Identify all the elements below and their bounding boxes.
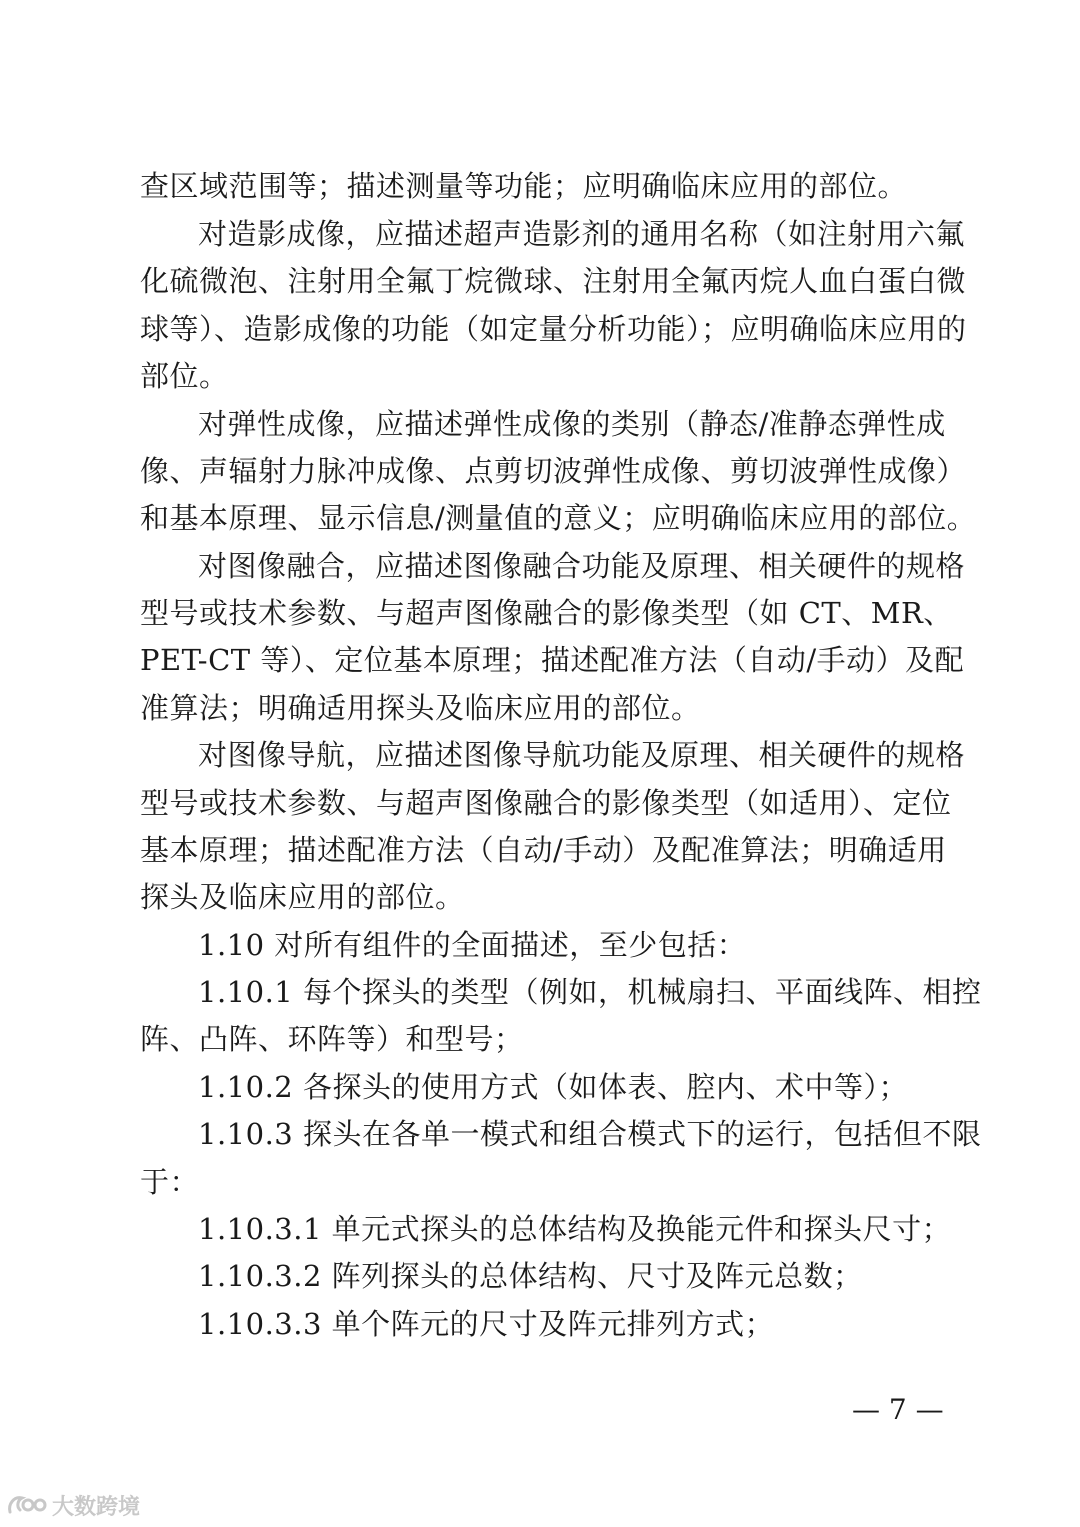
text-line: PET-CT 等）、定位基本原理；描述配准方法（自动/手动）及配 <box>140 643 965 677</box>
text-line: 对弹性成像，应描述弹性成像的类别（静态/准静态弹性成 <box>198 407 946 441</box>
text-line: 1.10.3.2 阵列探头的总体结构、尺寸及阵元总数； <box>198 1259 863 1293</box>
text-line: 于： <box>140 1165 200 1199</box>
text-line: 1.10.3 探头在各单一模式和组合模式下的运行，包括但不限 <box>198 1117 982 1151</box>
page-number: — 7 — <box>852 1393 944 1426</box>
text-line: 阵、凸阵、环阵等）和型号； <box>140 1022 524 1056</box>
text-line: 像、声辐射力脉冲成像、点剪切波弹性成像、剪切波弹性成像） <box>140 454 967 488</box>
text-line: 球等）、造影成像的功能（如定量分析功能）；应明确临床应用的 <box>140 312 967 346</box>
text-line: 准算法；明确适用探头及临床应用的部位。 <box>140 691 701 725</box>
text-line: 探头及临床应用的部位。 <box>140 880 465 914</box>
text-line: 对图像融合，应描述图像融合功能及原理、相关硬件的规格 <box>198 549 966 583</box>
text-line: 和基本原理、显示信息/测量值的意义；应明确临床应用的部位。 <box>140 501 977 535</box>
text-line: 部位。 <box>140 359 229 393</box>
text-line: 型号或技术参数、与超声图像融合的影像类型（如 CT、MR、 <box>140 596 953 630</box>
text-line: 1.10.1 每个探头的类型（例如，机械扇扫、平面线阵、相控 <box>198 975 982 1009</box>
watermark-text: 大数跨境 <box>52 1494 141 1520</box>
watermark <box>6 1490 140 1520</box>
text-line: 1.10.3.3 单个阵元的尺寸及阵元排列方式； <box>198 1307 775 1341</box>
text-line: 1.10 对所有组件的全面描述，至少包括： <box>198 928 747 962</box>
text-line: 查区域范围等；描述测量等功能；应明确临床应用的部位。 <box>140 169 908 203</box>
watermark-logo-icon <box>6 1492 48 1518</box>
text-line: 型号或技术参数、与超声图像融合的影像类型（如适用）、定位 <box>140 786 952 820</box>
text-line: 1.10.2 各探头的使用方式（如体表、腔内、术中等）； <box>198 1070 908 1104</box>
text-line: 1.10.3.1 单元式探头的总体结构及换能元件和探头尺寸； <box>198 1212 952 1246</box>
text-line: 化硫微泡、注射用全氟丁烷微球、注射用全氟丙烷人血白蛋白微 <box>140 264 967 298</box>
text-line: 对造影成像，应描述超声造影剂的通用名称（如注射用六氟 <box>198 217 966 251</box>
text-line: 对图像导航，应描述图像导航功能及原理、相关硬件的规格 <box>198 738 966 772</box>
text-line: 基本原理；描述配准方法（自动/手动）及配准算法；明确适用 <box>140 833 947 867</box>
